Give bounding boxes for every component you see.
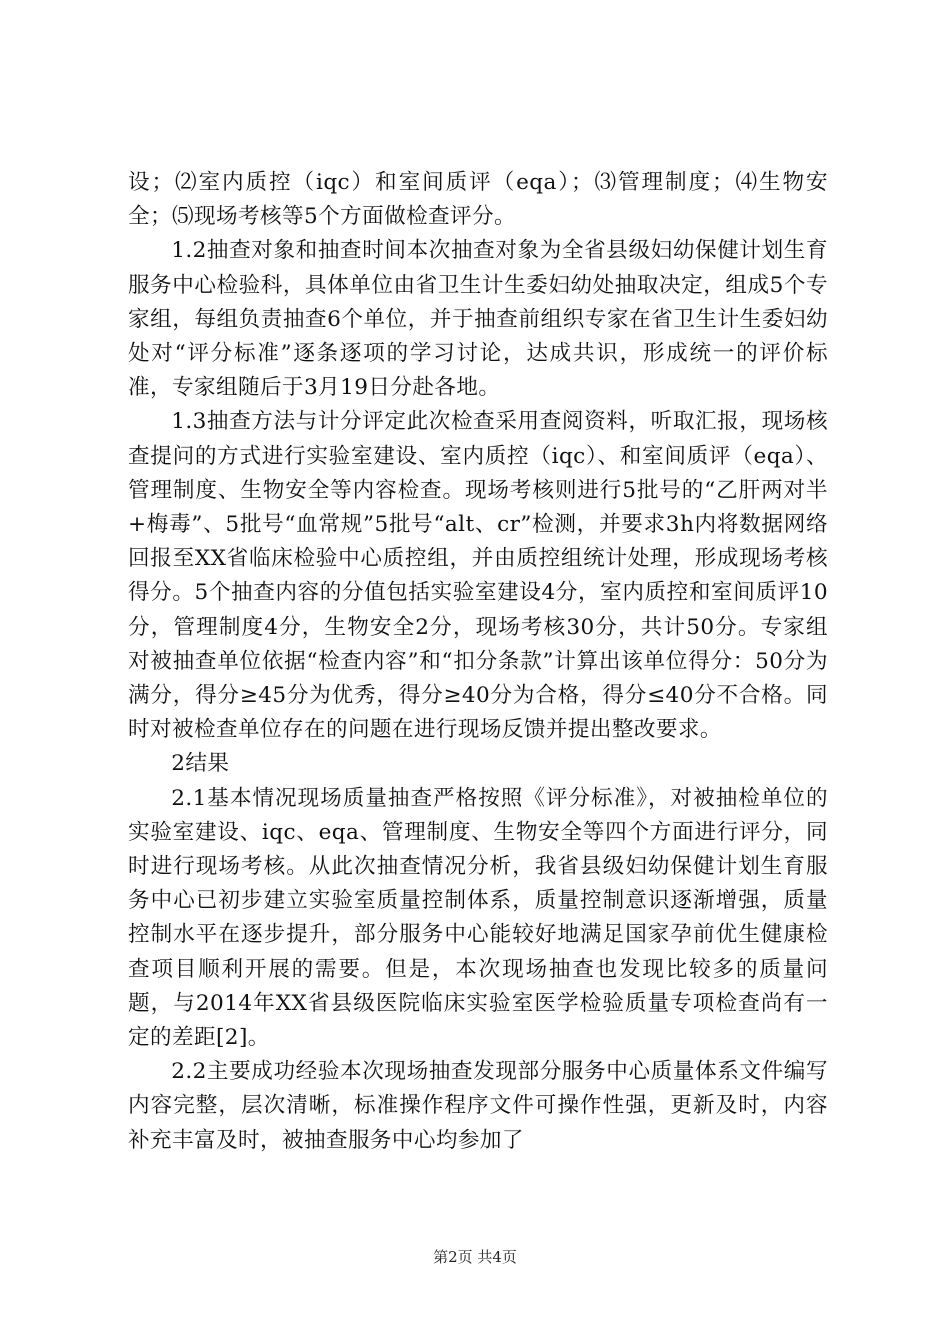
paragraph-6: 2.2主要成功经验本次现场抽查发现部分服务中心质量体系文件编写内容完整，层次清晰，标准操作程序文件可操作性强，更新及时，内容补充丰富及时，被抽查服务中心均参加了: [128, 1059, 828, 1153]
paragraph-2: 1.2抽查对象和抽查时间本次抽查对象为全省县级妇幼保健计划生育服务中心检验科，具体单位由省卫生计生委妇幼处抽取决定，组成5个专家组，每组负责抽查6个单位，并于抽查前组织专家在省卫生计生委妇幼处对“评分标准”逐条逐项的学习讨论，达成共识，形成统一的评价标准，专家组随后于3月19日分赴各地。: [128, 238, 828, 401]
section-heading-results: 2结果: [171, 751, 230, 777]
paragraph-1: 设；⑵室内质控（iqc）和室间质评（eqa）；⑶管理制度；⑷生物安全；⑸现场考核等5个方面做检查评分。: [128, 170, 828, 230]
document-body: [128, 166, 828, 1158]
paragraph-5: 2.1基本情况现场质量抽查严格按照《评分标准》，对被抽检单位的实验室建设、iqc、eqa、管理制度、生物安全等四个方面进行评分，同时进行现场考核。从此次抽查情况分析，我省县级妇幼保健计划生育服务中心已初步建立实验室质量控制体系，质量控制意识逐渐增强，质量控制水平在逐步提升，部分服务中心能较好地满足国家孕前优生健康检查项目顺利开展的需要。但是，本次现场抽查也发现比较多的质量问题，与2014年XX省县级医院临床实验室医学检验质量专项检查尚有一定的差距[2]。: [128, 785, 828, 1051]
page-footer: 第2页 共4页: [433, 1248, 517, 1266]
paragraph-3: 1.3抽查方法与计分评定此次检查采用查阅资料，听取汇报，现场核查提问的方式进行实验室建设、室内质控（iqc）、和室间质评（eqa）、管理制度、生物安全等内容检查。现场考核则进行5批号的“乙肝两对半+梅毒”、5批号“血常规”5批号“alt、cr”检测，并要求3h内将数据网络回报至XX省临床检验中心质控组，并由质控组统计处理，形成现场考核得分。5个抽查内容的分值包括实验室建设4分，室内质控和室间质评10分，管理制度4分，生物安全2分，现场考核30分，共计50分。专家组对被抽查单位依据“检查内容”和“扣分条款”计算出该单位得分：50分为满分，得分≥45分为优秀，得分≥40分为合格，得分≤40分不合格。同时对被检查单位存在的问题在进行现场反馈并提出整改要求。: [128, 409, 828, 743]
